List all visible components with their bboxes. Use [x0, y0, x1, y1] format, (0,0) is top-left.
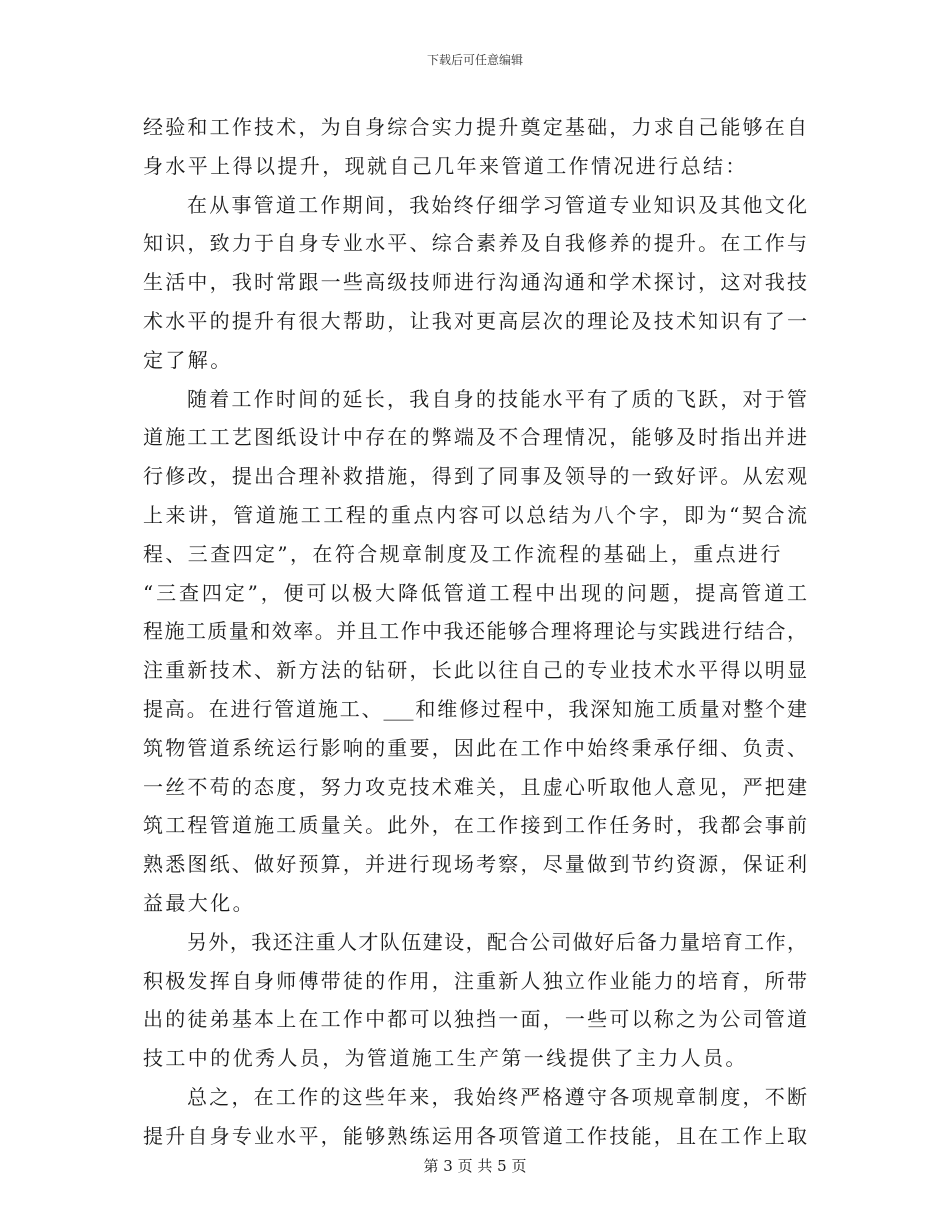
page-header: 下载后可任意编辑 — [426, 53, 523, 67]
text-line: 程、三查四定”，在符合规章制度及工作流程的基础上，重点进行 — [143, 541, 783, 566]
text-line: 提高。在进行管道施工、___和维修过程中，我深知施工质量对整个建 — [143, 696, 807, 721]
text-line: 另外，我还注重人才队伍建设，配合公司做好后备力量培育工作， — [187, 929, 807, 954]
text-line: 注重新技术、新方法的钻研，长此以往自己的专业技术水平得以明显 — [143, 658, 807, 683]
text-line: 益最大化。 — [143, 890, 255, 915]
text-line: 定了解。 — [143, 347, 233, 372]
text-line: 一丝不苟的态度，努力攻克技术难关，且虚心听取他人意见，严把建 — [143, 774, 807, 799]
document-body — [143, 108, 807, 1156]
text-line: “三查四定”，便可以极大降低管道工程中出现的问题，提高管道工 — [143, 580, 807, 605]
text-line: 出的徒弟基本上在工作中都可以独挡一面，一些可以称之为公司管道 — [143, 1007, 807, 1032]
text-line: 身水平上得以提升，现就自己几年来管道工作情况进行总结： — [143, 153, 748, 178]
text-line: 总之，在工作的这些年来，我始终严格遵守各项规章制度，不断 — [187, 1084, 807, 1109]
text-line: 随着工作时间的延长，我自身的技能水平有了质的飞跃，对于管 — [187, 386, 807, 411]
text-line: 熟悉图纸、做好预算，并进行现场考察，尽量做到节约资源，保证利 — [143, 852, 807, 877]
text-line: 经验和工作技术，为自身综合实力提升奠定基础，力求自己能够在自 — [143, 115, 807, 139]
page-number-footer: 第 3 页 共 5 页 — [423, 1157, 527, 1175]
text-line: 筑工程管道施工质量关。此外，在工作接到工作任务时，我都会事前 — [143, 813, 807, 838]
text-line: 上来讲，管道施工工程的重点内容可以总结为八个字，即为“契合流 — [143, 502, 807, 527]
text-line: 技工中的优秀人员，为管道施工生产第一线提供了主力人员。 — [143, 1046, 748, 1071]
text-line: 提升自身专业水平，能够熟练运用各项管道工作技能，且在工作上取 — [143, 1123, 807, 1148]
text-line: 筑物管道系统运行影响的重要，因此在工作中始终秉承仔细、负责、 — [143, 735, 807, 760]
text-line: 道施工工艺图纸设计中存在的弊端及不合理情况，能够及时指出并进 — [143, 425, 807, 450]
text-line: 在从事管道工作期间，我始终仔细学习管道专业知识及其他文化 — [187, 192, 807, 217]
text-line: 生活中，我时常跟一些高级技师进行沟通沟通和学术探讨，这对我技 — [143, 270, 807, 295]
text-line: 知识，致力于自身专业水平、综合素养及自我修养的提升。在工作与 — [143, 231, 807, 256]
text-line: 积极发挥自身师傅带徒的作用，注重新人独立作业能力的培育，所带 — [143, 968, 807, 993]
text-line: 行修改，提出合理补救措施，得到了同事及领导的一致好评。从宏观 — [143, 464, 807, 489]
text-line: 术水平的提升有很大帮助，让我对更高层次的理论及技术知识有了一 — [143, 308, 807, 333]
text-line: 程施工质量和效率。并且工作中我还能够合理将理论与实践进行结合， — [143, 619, 807, 644]
